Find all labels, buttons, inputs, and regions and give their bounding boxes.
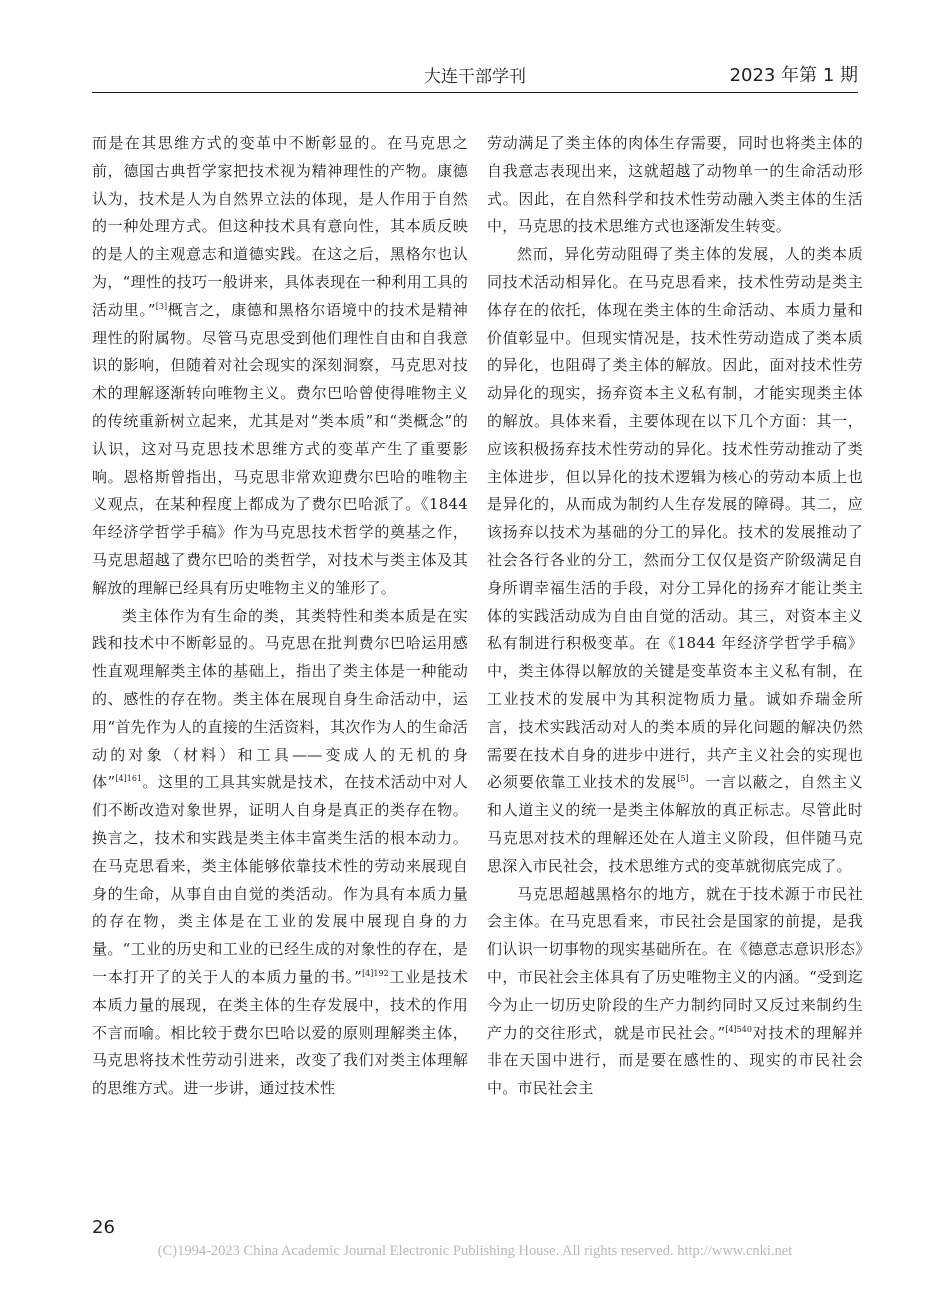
citation: [4]540 xyxy=(725,1024,752,1034)
citation: [5] xyxy=(677,774,689,784)
copyright-footer: (C)1994-2023 China Academic Journal Electronic Publishing House. All rights reserved. http://www.cnki.net xyxy=(157,1243,793,1259)
paragraph-text: 概言之，康德和黑格尔语境中的技术是精神理性的附属物。尽管马克思受到他们理性自由和自我意识的影响，但随着对社会现实的深刻洞察，马克思对技术的理解逐渐转向唯物主义。费尔巴哈曾使得唯物主义的传统重新树立起来，尤其是对“类本质”和“类概念”的认识，这对马克思技术思维方式的变革产生了重要影响。恩格斯曾指出，马克思非常欢迎费尔巴哈的唯物主义观点，在某种程度上都成为了费尔巴哈派了。《1844 年经济学哲学手稿》作为马克思技术哲学的奠基之作，马克思超越了费尔巴哈的类哲学，对技术与类主体及其解放的理解已经具有历史唯物主义的雏形了。 xyxy=(92,300,469,597)
paragraph-text: 。一言以蔽之，自然主义和人道主义的统一是类主体解放的真正标志。尽管此时马克思对技术的理解还处在人道主义阶段，但伴随马克思深入市民社会，技术思维方式的变革就彻底完成了。 xyxy=(487,773,864,875)
issue-number: 2023 年第 1 期 xyxy=(729,65,858,86)
left-column xyxy=(92,130,468,1103)
paragraph-text: 马克思超越黑格尔的地方，就在于技术源于市民社会主体。在马克思看来，市民社会是国家的前提，是我们认识一切事物的现实基础所在。在《德意志意识形态》中，市民社会主体具有了历史唯物主义的内涵。“受到迄今为止一切历史阶段的生产力制约同时又反过来制约生产力的交往形式，就是市民社会。” xyxy=(487,884,863,1042)
paragraph-text: 然而，异化劳动阻碍了类主体的发展，人的类本质同技术活动相异化。在马克思看来，技术性劳动是类主体存在的依托，体现在类主体的生命活动、本质力量和价值彰显中。但现实情况是，技术性劳动造成了类本质的异化，也阻碍了类主体的解放。因此，面对技术性劳动异化的现实，扬弃资本主义私有制，才能实现类主体的解放。具体来看，主要体现在以下几个方面：其一，应该积极扬弃技术性劳动的异化。技术性劳动推动了类主体进步，但以异化的技术逻辑为核心的劳动本质上也是异化的，从而成为制约人生存发展的障碍。其二，应该扬弃以技术为基础的分工的异化。技术的发展推动了社会各行各业的分工，然而分工仅仅是资产阶级满足自身所谓幸福生活的手段，对分工异化的扬弃才能让类主体的实践活动成为自由自觉的活动。其三，对资本主义私有制进行积极变革。在《1844 年经济学哲学手稿》中，类主体得以解放的关键是变革资本主义私有制，在工业技术的发展中为其积淀物质力量。诚如乔瑞金所言，技术实践活动对人的类本质的异化问题的解决仍然需要在技术自身的进步中进行，共产主义社会的实现也必须要依靠工业技术的发展 xyxy=(487,245,863,792)
paragraph xyxy=(487,130,863,241)
journal-name: 大连干部学刊 xyxy=(424,67,526,87)
paragraph-text: 工业是技术本质力量的展现，在类主体的生存发展中，技术的作用不言而喻。相比较于费尔巴哈以爱的原则理解类主体，马克思将技术性劳动引进来，改变了我们对类主体理解的思维方式。进一步讲，通过技术性 xyxy=(92,967,468,1098)
citation: [4]192 xyxy=(362,968,389,978)
paragraph xyxy=(487,881,863,1103)
citation: [3] xyxy=(155,301,168,311)
paragraph xyxy=(487,241,863,880)
paragraph-text: 劳动满足了类主体的肉体生存需要，同时也将类主体的自我意志表现出来，这就超越了动物单一的生命活动形式。因此，在自然科学和技术性劳动融入类主体的生活中，马克思的技术思维方式也逐渐发生转变。 xyxy=(487,134,863,236)
paragraph-text: 而是在其思维方式的变革中不断彰显的。在马克思之前，德国古典哲学家把技术视为精神理性的产物。康德认为，技术是人为自然界立法的体现，是人作用于自然的一种处理方式。但这种技术具有意向性，其本质反映的是人的主观意志和道德实践。在这之后，黑格尔也认为，“理性的技巧一般讲来，具体表现在一种利用工具的活动里。” xyxy=(92,134,468,319)
paragraph-text: 。这里的工具其实就是技术，在技术活动中对人们不断改造对象世界，证明人自身是真正的类存在物。换言之，技术和实践是类主体丰富类生活的根本动力。在马克思看来，类主体能够依靠技术性的劳动来展现自身的生命，从事自由自觉的类活动。作为具有本质力量的存在物，类主体是在工业的发展中展现自身的力量。“工业的历史和工业的已经生成的对象性的存在，是一本打开了的关于人的本质力量的书。” xyxy=(92,773,469,986)
citation: [4]161 xyxy=(115,774,143,784)
paragraph-text: 类主体作为有生命的类，其类特性和类本质是在实践和技术中不断彰显的。马克思在批判费尔巴哈运用感性直观理解类主体的基础上，指出了类主体是一种能动的、感性的存在物。类主体在展现自身生命活动中，运用“首先作为人的直接的生活资料，其次作为人的生命活动的对象（材料）和工具——变成人的无机的身体” xyxy=(92,606,468,792)
running-header xyxy=(92,58,858,93)
paragraph xyxy=(92,130,468,603)
paragraph xyxy=(92,603,468,1103)
right-column xyxy=(487,130,863,1103)
paragraph-text: 对技术的理解并非在天国中进行，而是要在感性的、现实的市民社会中。市民社会主 xyxy=(487,1023,864,1098)
page-number: 26 xyxy=(92,1217,115,1238)
